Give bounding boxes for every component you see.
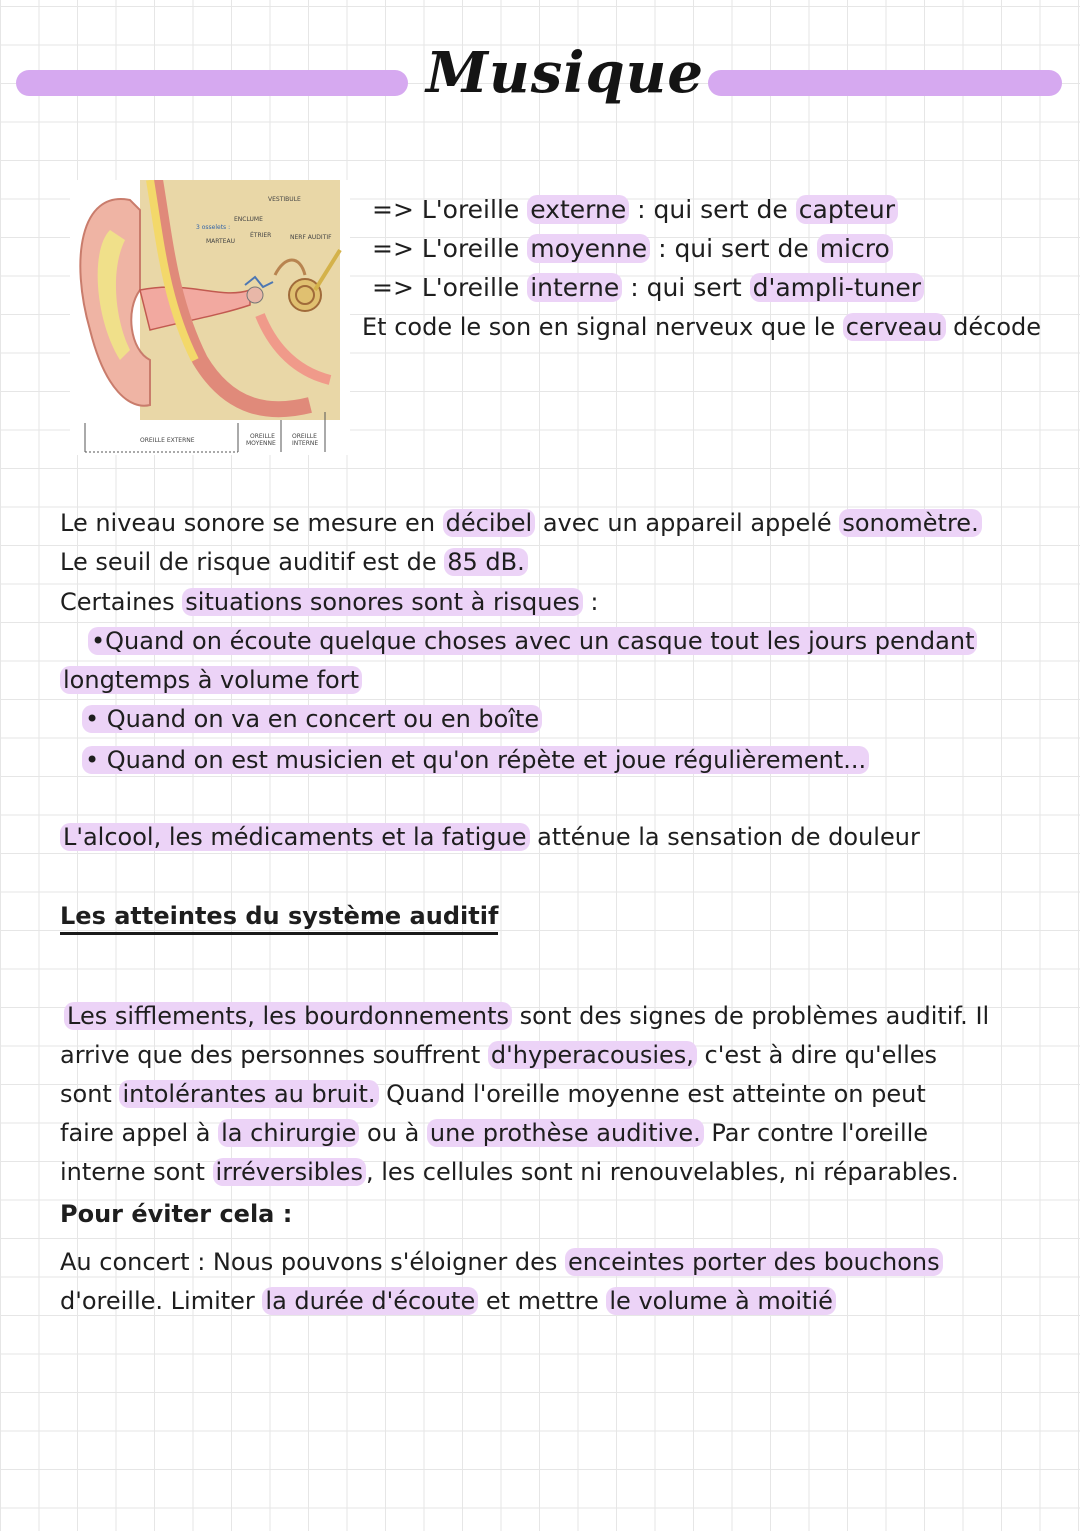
problems-line-4: faire appel à la chirurgie ou à une prothèse auditive. Par contre l'oreille [60,1119,929,1147]
label-oreille-moyenne-1: OREILLE [250,433,275,440]
title-bar-right [708,70,1062,96]
risk-bullet-musician: • Quand on est musicien et qu'on répète et joue régulièrement... [82,745,869,775]
label-oreille-interne-2: INTERNE [292,440,319,447]
label-vestibule: VESTIBULE [268,196,301,203]
page-title: Musique [425,40,704,106]
problems-line-5: interne sont irréversibles , les cellules sont ni renouvelables, ni réparables. [60,1158,959,1186]
risk-bullet-headphones-cont: longtemps à volume fort [60,665,362,695]
label-oreille-interne-1: OREILLE [292,433,317,440]
tympanic-membrane [247,287,263,303]
ear-part-code: Et code le son en signal nerveux que le cerveau décode [362,313,1042,341]
prevention-line-2: d'oreille. Limiter la durée d'écoute et mettre le volume à moitié [60,1286,836,1316]
ear-anatomy-illustration [70,180,350,455]
alcohol-line: L'alcool, les médicaments et la fatigue atténue la sensation de douleur [60,822,920,852]
ear-part-moyenne: => L'oreille moyenne : qui sert de micro [372,234,893,264]
sound-level-line: Le niveau sonore se mesure en décibel avec un appareil appelé sonomètre. [60,508,982,538]
ear-diagram [70,180,350,455]
problems-line-3: sont intolérantes au bruit. Quand l'oreille moyenne est atteinte on peut [60,1080,926,1108]
problems-line-1: Les sifflements, les bourdonnements sont des signes de problèmes auditif. Il [64,1001,989,1031]
title-bar-left [16,70,408,96]
ear-part-interne: => L'oreille interne : qui sert d'ampli-tuner [372,273,924,303]
section-heading: Les atteintes du système auditif [60,902,498,935]
risk-threshold-line: Le seuil de risque auditif est de 85 dB. [60,547,528,577]
label-osselets: 3 osselets : [196,224,231,231]
risk-bullet-concert: • Quand on va en concert ou en boîte [82,704,542,734]
ear-part-externe: => L'oreille externe : qui sert de capteur [372,195,898,225]
label-oreille-moyenne-2: MOYENNE [246,440,276,447]
risk-situations-line: Certaines situations sonores sont à risques : [60,588,599,616]
label-oreille-externe: OREILLE EXTERNE [140,437,195,444]
label-nerf-auditif: NERF AUDITIF [290,234,332,241]
problems-line-2: arrive que des personnes souffrent d'hyperacousies, c'est à dire qu'elles [60,1041,938,1069]
label-marteau: MARTEAU [206,238,235,245]
label-etrier: ÉTRIER [250,232,272,239]
label-enclume: ENCLUME [234,216,263,223]
prevent-heading: Pour éviter cela : [60,1200,293,1228]
prevention-line-1: Au concert : Nous pouvons s'éloigner des enceintes porter des bouchons [60,1247,943,1277]
cochlea [289,279,321,311]
risk-bullet-headphones: •Quand on écoute quelque choses avec un casque tout les jours pendant [88,626,977,656]
